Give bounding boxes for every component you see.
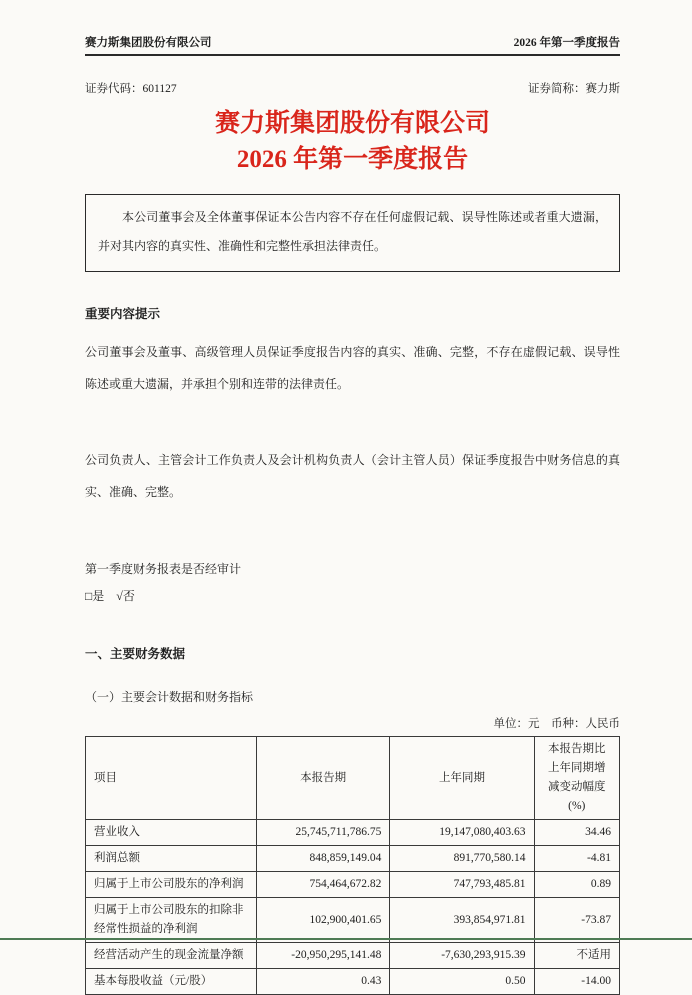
row-item-label: 营业收入 [86, 820, 257, 846]
audit-answer: □是 √否 [85, 589, 135, 603]
row-change-value: -73.87 [534, 898, 619, 943]
table-header-row [86, 737, 620, 820]
bottom-accent-line [0, 938, 692, 940]
row-change-value: 不适用 [534, 943, 619, 969]
table-row [86, 969, 620, 995]
row-prior-value: 0.50 [390, 969, 534, 995]
running-header-report: 2026 年第一季度报告 [513, 37, 620, 49]
row-change-value: -4.81 [534, 846, 619, 872]
col-header-item: 项目 [86, 737, 257, 820]
row-current-value: -20,950,295,141.48 [256, 943, 390, 969]
row-item-label: 利润总额 [86, 846, 257, 872]
important-notice-heading: 重要内容提示 [85, 307, 161, 321]
table-row [86, 846, 620, 872]
subsection-heading-accounting-indicators: （一）主要会计数据和财务指标 [85, 690, 254, 704]
unit-currency-note: 单位：元 币种：人民币 [493, 718, 620, 730]
row-item-label: 归属于上市公司股东的扣除非经常性损益的净利润 [86, 898, 257, 943]
table-row [86, 820, 620, 846]
row-prior-value: -7,630,293,915.39 [390, 943, 534, 969]
row-current-value: 754,464,672.82 [256, 872, 390, 898]
col-header-current-period: 本报告期 [256, 737, 390, 820]
audit-status [85, 556, 620, 610]
stock-abbr: 证券简称：赛力斯 [528, 83, 620, 95]
row-prior-value: 393,854,971.81 [390, 898, 534, 943]
table-row [86, 872, 620, 898]
col-header-change-pct: 本报告期比上年同期增减变动幅度(%) [534, 737, 619, 820]
audit-question: 第一季度财务报表是否经审计 [85, 562, 242, 576]
document-title-line2: 2026 年第一季度报告 [236, 146, 469, 173]
financial-indicators-table [85, 736, 620, 995]
stock-info-row [85, 80, 620, 96]
running-header [85, 34, 620, 56]
document-title [85, 106, 620, 178]
important-paragraph-2: 公司负责人、主管会计工作负责人及会计机构负责人（会计主管人员）保证季度报告中财务信息的真实、准确、完整。 [85, 453, 620, 499]
row-change-value: 34.46 [534, 820, 619, 846]
row-prior-value: 747,793,485.81 [390, 872, 534, 898]
row-prior-value: 19,147,080,403.63 [390, 820, 534, 846]
row-change-value: -14.00 [534, 969, 619, 995]
row-change-value: 0.89 [534, 872, 619, 898]
row-current-value: 102,900,401.65 [256, 898, 390, 943]
board-statement-text: 本公司董事会及全体董事保证本公告内容不存在任何虚假记载、误导性陈述或者重大遗漏，并对其内容的真实性、准确性和完整性承担法律责任。 [98, 210, 607, 253]
row-current-value: 0.43 [256, 969, 390, 995]
stock-code: 证券代码：601127 [85, 83, 177, 95]
row-item-label: 归属于上市公司股东的净利润 [86, 872, 257, 898]
important-paragraph-1: 公司董事会及董事、高级管理人员保证季度报告内容的真实、准确、完整，不存在虚假记载、误导性陈述或重大遗漏，并承担个别和连带的法律责任。 [85, 345, 620, 391]
section-heading-financial-data: 一、主要财务数据 [85, 647, 186, 661]
row-prior-value: 891,770,580.14 [390, 846, 534, 872]
document-title-line1: 赛力斯集团股份有限公司 [214, 110, 490, 137]
row-current-value: 848,859,149.04 [256, 846, 390, 872]
table-row [86, 898, 620, 943]
board-statement-box [85, 194, 620, 272]
running-header-company: 赛力斯集团股份有限公司 [85, 37, 212, 49]
table-row [86, 943, 620, 969]
row-item-label: 经营活动产生的现金流量净额 [86, 943, 257, 969]
col-header-prior-period: 上年同期 [390, 737, 534, 820]
row-item-label: 基本每股收益（元/股） [86, 969, 257, 995]
row-current-value: 25,745,711,786.75 [256, 820, 390, 846]
